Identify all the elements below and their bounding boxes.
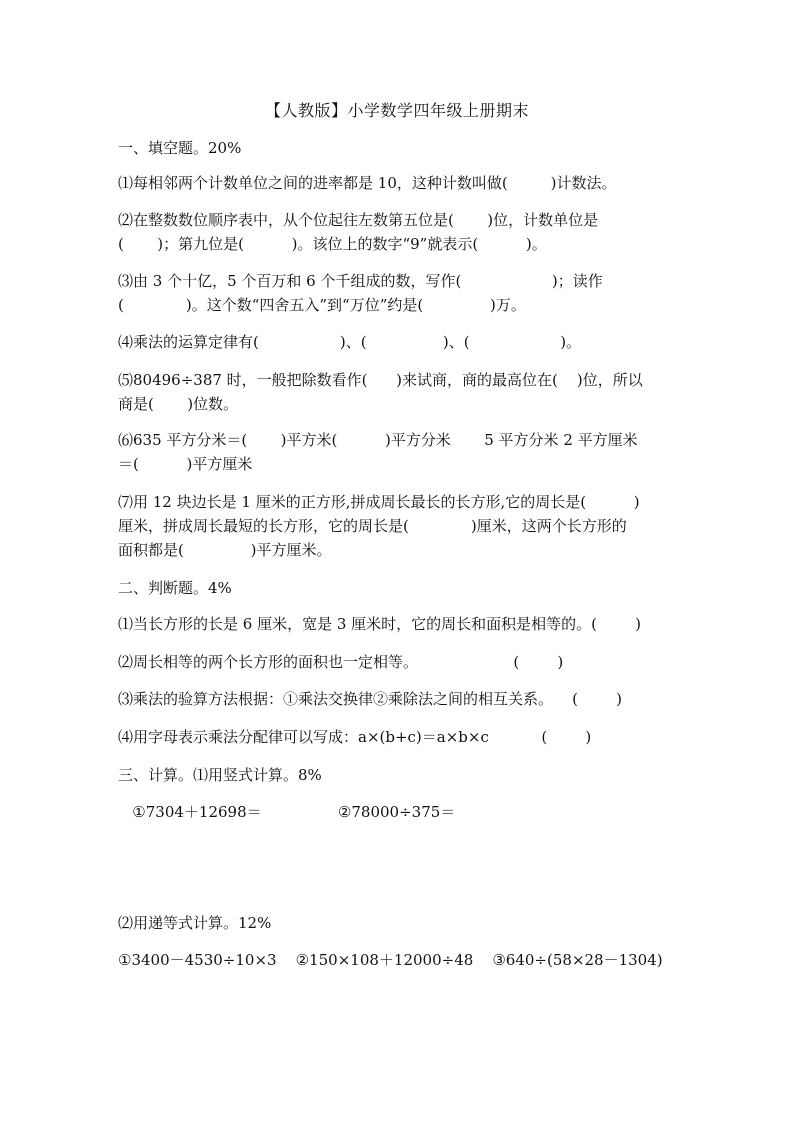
question-1-7-line-1: ⑺用 12 块边长是 1 厘米的正方形,拼成周长最长的长方形,它的周长是( ): [118, 493, 640, 511]
question-1-1: ⑴每相邻两个计数单位之间的进率都是 10，这种计数叫做( )计数法。: [118, 174, 617, 192]
question-1-5-line-1: ⑸80496÷387 时，一般把除数看作( )来试商，商的最高位在( )位，所以: [118, 371, 643, 389]
section-1-heading: 一、填空题。20%: [118, 139, 242, 157]
question-1-7-line-2: 厘米，拼成周长最短的长方形，它的周长是( )厘米，这两个长方形的: [118, 517, 627, 535]
question-2-2: ⑵周长相等的两个长方形的面积也一定相等。 ( ): [118, 653, 564, 671]
question-1-3-line-2: ( )。这个数“四舍五入”到“万位”约是( )万。: [118, 296, 526, 314]
question-1-3-line-1: ⑶由 3 个十亿，5 个百万和 6 个千组成的数，写作( )；读作: [118, 272, 603, 290]
page-title: 【人教版】小学数学四年级上册期末: [264, 101, 529, 120]
question-2-1: ⑴当长方形的长是 6 厘米，宽是 3 厘米时，它的周长和面积是相等的。( ): [118, 615, 642, 633]
question-1-2-line-2: ( )；第九位是( )。该位上的数字“9”就表示( )。: [118, 235, 547, 253]
question-1-7-line-3: 面积都是( )平方厘米。: [118, 541, 332, 559]
question-1-6-line-2: ＝( )平方厘米: [118, 455, 253, 473]
question-1-5-line-2: 商是( )位数。: [118, 395, 239, 413]
section-3-heading: 三、计算。⑴用竖式计算。8%: [118, 766, 322, 784]
stepwise-calculation-problems: ①3400－4530÷10×3 ②150×108＋12000÷48 ③640÷(58×28－1304): [118, 951, 663, 969]
question-1-2-line-1: ⑵在整数数位顺序表中，从个位起往左数第五位是( )位，计数单位是: [118, 211, 599, 229]
question-2-4: ⑷用字母表示乘法分配律可以写成：a×(b+c)＝a×b×c ( ): [118, 728, 592, 746]
vertical-calculation-problems: ①7304＋12698＝ ②78000÷375＝: [118, 803, 456, 821]
question-2-3: ⑶乘法的验算方法根据：①乘法交换律②乘除法之间的相互关系。 ( ): [118, 690, 622, 708]
section-3-sub-heading: ⑵用递等式计算。12%: [118, 914, 272, 932]
question-1-6-line-1: ⑹635 平方分米＝( )平方米( )平方分米 5 平方分米 2 平方厘米: [118, 431, 638, 449]
section-2-heading: 二、判断题。4%: [118, 579, 232, 597]
question-1-4: ⑷乘法的运算定律有( )、( )、( )。: [118, 333, 582, 351]
